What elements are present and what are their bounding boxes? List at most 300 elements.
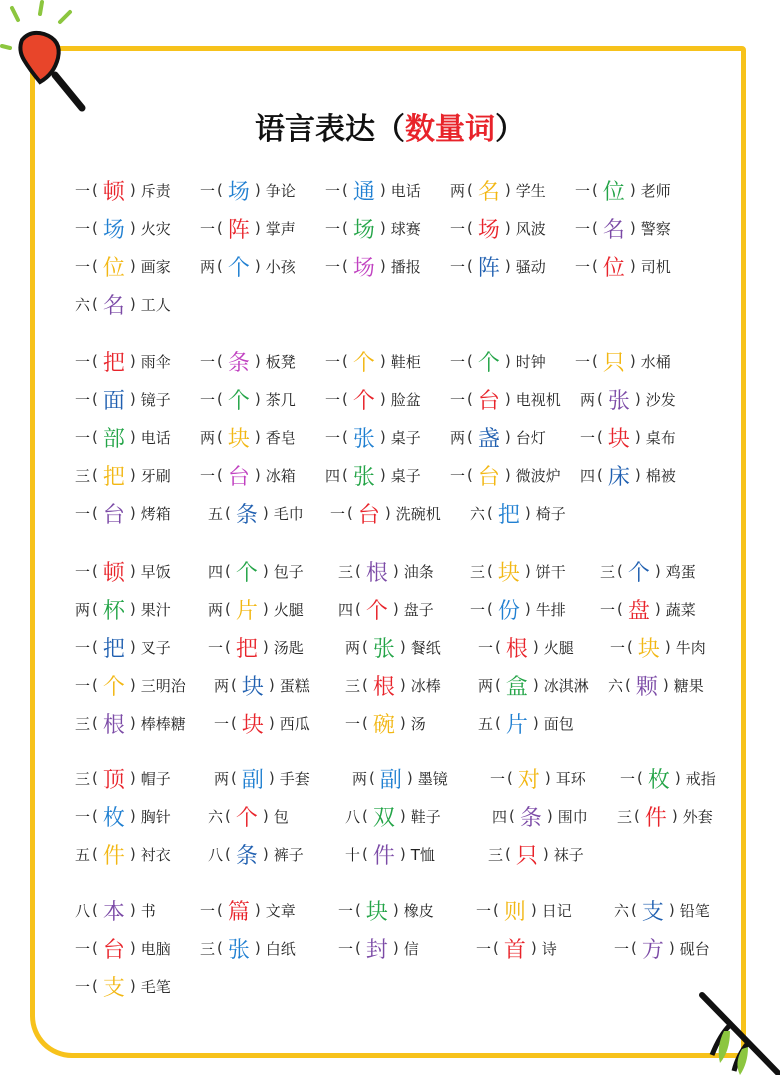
open-paren: ( — [467, 428, 473, 446]
noun-text: 面包 — [543, 714, 574, 733]
measure-word: 名 — [102, 293, 125, 319]
list-row — [0, 760, 780, 796]
measure-word: 阵 — [477, 255, 500, 281]
quantity-number: 一 — [200, 219, 216, 238]
list-row — [0, 381, 780, 417]
measure-word: 场 — [352, 255, 375, 281]
noun-text: 电话 — [140, 428, 171, 447]
quantity-number: 一 — [325, 352, 341, 371]
quantity-number: 一 — [75, 807, 91, 826]
list-item — [338, 930, 419, 966]
list-row — [0, 705, 780, 741]
list-item — [200, 419, 296, 455]
noun-text: 火腿 — [273, 600, 304, 619]
close-paren: ) — [399, 638, 406, 656]
close-paren: ) — [654, 562, 661, 580]
noun-text: 香皂 — [265, 428, 296, 447]
close-paren: ) — [129, 257, 136, 275]
measure-word: 条 — [227, 350, 250, 376]
quantity-number: 一 — [75, 390, 91, 409]
quantity-number: 一 — [75, 257, 91, 276]
close-paren: ) — [634, 390, 641, 408]
list-item — [575, 343, 671, 379]
open-paren: ( — [225, 638, 231, 656]
list-item — [575, 210, 671, 246]
list-item — [75, 705, 186, 741]
quantity-number: 五 — [75, 845, 91, 864]
open-paren: ( — [487, 562, 493, 580]
close-paren: ) — [129, 181, 136, 199]
noun-text: 工人 — [140, 295, 171, 314]
open-paren: ( — [342, 466, 348, 484]
close-paren: ) — [262, 638, 269, 656]
close-paren: ) — [129, 769, 136, 787]
close-paren: ) — [129, 428, 136, 446]
list-row — [0, 591, 780, 627]
close-paren: ) — [379, 219, 386, 237]
open-paren: ( — [217, 219, 223, 237]
open-paren: ( — [92, 807, 98, 825]
measure-word: 根 — [365, 560, 388, 586]
noun-text: 画家 — [140, 257, 171, 276]
close-paren: ) — [524, 600, 531, 618]
open-paren: ( — [467, 219, 473, 237]
quantity-number: 一 — [338, 939, 354, 958]
noun-text: 裤子 — [273, 845, 304, 864]
open-paren: ( — [487, 600, 493, 618]
measure-word: 盘 — [627, 598, 650, 624]
quantity-number: 一 — [75, 352, 91, 371]
list-item — [580, 381, 676, 417]
close-paren: ) — [262, 562, 269, 580]
close-paren: ) — [129, 901, 136, 919]
quantity-number: 一 — [208, 638, 224, 657]
list-item — [75, 172, 171, 208]
close-paren: ) — [129, 466, 136, 484]
open-paren: ( — [342, 257, 348, 275]
close-paren: ) — [129, 219, 136, 237]
quantity-number: 一 — [214, 714, 230, 733]
quantity-number: 一 — [450, 390, 466, 409]
close-paren: ) — [504, 352, 511, 370]
quantity-number: 一 — [575, 219, 591, 238]
open-paren: ( — [347, 504, 353, 522]
measure-word: 根 — [505, 636, 528, 662]
noun-text: 脸盆 — [390, 390, 421, 409]
quantity-number: 一 — [200, 352, 216, 371]
noun-text: 茶几 — [265, 390, 296, 409]
open-paren: ( — [592, 352, 598, 370]
noun-text: 斥责 — [140, 181, 171, 200]
quantity-number: 三 — [617, 807, 633, 826]
open-paren: ( — [217, 390, 223, 408]
open-paren: ( — [355, 901, 361, 919]
open-paren: ( — [362, 638, 368, 656]
open-paren: ( — [92, 504, 98, 522]
close-paren: ) — [379, 257, 386, 275]
quantity-number: 两 — [345, 638, 361, 657]
list-item — [75, 760, 171, 796]
quantity-number: 一 — [75, 219, 91, 238]
measure-word: 则 — [503, 899, 526, 925]
measure-word: 块 — [607, 426, 630, 452]
close-paren: ) — [392, 901, 399, 919]
close-paren: ) — [129, 939, 136, 957]
measure-word: 面 — [102, 388, 125, 414]
measure-word: 本 — [102, 899, 125, 925]
open-paren: ( — [342, 428, 348, 446]
open-paren: ( — [631, 901, 637, 919]
measure-word: 个 — [102, 674, 125, 700]
close-paren: ) — [384, 504, 391, 522]
quantity-number: 三 — [75, 769, 91, 788]
close-paren: ) — [524, 562, 531, 580]
open-paren: ( — [355, 562, 361, 580]
measure-word: 首 — [503, 937, 526, 963]
open-paren: ( — [495, 638, 501, 656]
open-paren: ( — [355, 939, 361, 957]
quantity-number: 一 — [450, 352, 466, 371]
noun-text: 桌布 — [645, 428, 676, 447]
close-paren: ) — [129, 600, 136, 618]
quantity-number: 一 — [325, 428, 341, 447]
measure-word: 块 — [497, 560, 520, 586]
open-paren: ( — [92, 257, 98, 275]
quantity-number: 六 — [614, 901, 630, 920]
close-paren: ) — [254, 352, 261, 370]
list-item — [214, 705, 310, 741]
list-row — [0, 629, 780, 665]
quantity-number: 两 — [580, 390, 596, 409]
quantity-number: 一 — [75, 562, 91, 581]
close-paren: ) — [399, 845, 406, 863]
noun-text: 戒指 — [685, 769, 716, 788]
open-paren: ( — [92, 638, 98, 656]
quantity-number: 一 — [620, 769, 636, 788]
noun-text: 蔬菜 — [665, 600, 696, 619]
list-item — [75, 343, 171, 379]
measure-word: 块 — [637, 636, 660, 662]
open-paren: ( — [495, 714, 501, 732]
measure-word: 个 — [352, 388, 375, 414]
open-paren: ( — [493, 939, 499, 957]
list-row — [0, 798, 780, 834]
list-item — [200, 892, 296, 928]
measure-word: 位 — [102, 255, 125, 281]
quantity-number: 三 — [600, 562, 616, 581]
noun-text: 椅子 — [535, 504, 566, 523]
list-item — [470, 495, 566, 531]
list-item — [345, 836, 435, 872]
noun-text: 铅笔 — [679, 901, 710, 920]
noun-text: 鸡蛋 — [665, 562, 696, 581]
list-row — [0, 210, 780, 246]
quantity-number: 两 — [214, 769, 230, 788]
open-paren: ( — [92, 769, 98, 787]
list-row — [0, 667, 780, 703]
measure-word: 条 — [235, 843, 258, 869]
measure-word: 封 — [365, 937, 388, 963]
list-item — [450, 419, 546, 455]
noun-text: 板凳 — [265, 352, 296, 371]
close-paren: ) — [268, 769, 275, 787]
list-row — [0, 836, 780, 872]
close-paren: ) — [254, 939, 261, 957]
noun-text: 西瓜 — [279, 714, 310, 733]
close-paren: ) — [399, 807, 406, 825]
open-paren: ( — [467, 466, 473, 484]
close-paren: ) — [129, 845, 136, 863]
open-paren: ( — [92, 562, 98, 580]
open-paren: ( — [217, 939, 223, 957]
noun-text: 袜子 — [553, 845, 584, 864]
open-paren: ( — [225, 600, 231, 618]
close-paren: ) — [392, 600, 399, 618]
noun-text: 水桶 — [640, 352, 671, 371]
list-item — [620, 760, 716, 796]
close-paren: ) — [254, 428, 261, 446]
noun-text: 胸针 — [140, 807, 171, 826]
measure-word: 把 — [102, 464, 125, 490]
close-paren: ) — [532, 676, 539, 694]
open-paren: ( — [509, 807, 515, 825]
quantity-number: 六 — [608, 676, 624, 695]
quantity-number: 一 — [614, 939, 630, 958]
open-paren: ( — [631, 939, 637, 957]
close-paren: ) — [504, 428, 511, 446]
open-paren: ( — [495, 676, 501, 694]
noun-text: 火腿 — [543, 638, 574, 657]
quantity-number: 一 — [476, 939, 492, 958]
quantity-number: 一 — [200, 901, 216, 920]
measure-word: 个 — [627, 560, 650, 586]
noun-text: 鞋柜 — [390, 352, 421, 371]
title-close: ） — [495, 112, 525, 147]
list-item — [75, 495, 171, 531]
list-row — [0, 495, 780, 531]
quantity-number: 一 — [478, 638, 494, 657]
noun-text: 学生 — [515, 181, 546, 200]
quantity-number: 一 — [325, 257, 341, 276]
noun-text: 球赛 — [390, 219, 421, 238]
list-item — [450, 381, 561, 417]
list-item — [450, 172, 546, 208]
close-paren: ) — [634, 428, 641, 446]
list-item — [200, 381, 296, 417]
measure-word: 台 — [227, 464, 250, 490]
measure-word: 个 — [235, 805, 258, 831]
quantity-number: 两 — [450, 181, 466, 200]
list-item — [75, 667, 186, 703]
open-paren: ( — [467, 181, 473, 199]
measure-word: 名 — [477, 179, 500, 205]
open-paren: ( — [92, 466, 98, 484]
open-paren: ( — [617, 600, 623, 618]
measure-word: 个 — [235, 560, 258, 586]
open-paren: ( — [362, 676, 368, 694]
list-item — [338, 892, 434, 928]
noun-text: 包子 — [273, 562, 304, 581]
open-paren: ( — [92, 977, 98, 995]
list-item — [325, 343, 421, 379]
measure-word: 顿 — [102, 179, 125, 205]
close-paren: ) — [668, 901, 675, 919]
quantity-number: 一 — [75, 676, 91, 695]
open-paren: ( — [92, 676, 98, 694]
quantity-number: 四 — [338, 600, 354, 619]
open-paren: ( — [627, 638, 633, 656]
quantity-number: 一 — [330, 504, 346, 523]
noun-text: 毛巾 — [273, 504, 304, 523]
noun-text: 烤箱 — [140, 504, 171, 523]
open-paren: ( — [225, 504, 231, 522]
measure-word: 块 — [227, 426, 250, 452]
noun-text: 糖果 — [673, 676, 704, 695]
open-paren: ( — [362, 714, 368, 732]
close-paren: ) — [129, 352, 136, 370]
list-row — [0, 892, 780, 928]
list-item — [450, 343, 546, 379]
open-paren: ( — [467, 390, 473, 408]
close-paren: ) — [254, 466, 261, 484]
open-paren: ( — [342, 219, 348, 237]
noun-text: 汤 — [410, 714, 426, 733]
quantity-number: 两 — [352, 769, 368, 788]
open-paren: ( — [231, 676, 237, 694]
close-paren: ) — [392, 562, 399, 580]
noun-text: 牛排 — [535, 600, 566, 619]
open-paren: ( — [217, 901, 223, 919]
noun-text: 风波 — [515, 219, 546, 238]
list-item — [200, 248, 296, 284]
measure-word: 副 — [241, 767, 264, 793]
list-item — [580, 419, 676, 455]
noun-text: 司机 — [640, 257, 671, 276]
close-paren: ) — [268, 714, 275, 732]
quantity-number: 六 — [75, 295, 91, 314]
noun-text: 耳环 — [555, 769, 586, 788]
list-item — [208, 836, 304, 872]
open-paren: ( — [92, 939, 98, 957]
noun-text: 沙发 — [645, 390, 676, 409]
open-paren: ( — [231, 714, 237, 732]
measure-word: 台 — [102, 502, 125, 528]
noun-text: 镜子 — [140, 390, 171, 409]
list-item — [470, 553, 566, 589]
quantity-number: 一 — [200, 181, 216, 200]
noun-text: 橡皮 — [403, 901, 434, 920]
open-paren: ( — [597, 466, 603, 484]
noun-text: 微波炉 — [515, 466, 561, 485]
measure-word: 场 — [102, 217, 125, 243]
measure-word: 盒 — [505, 674, 528, 700]
measure-word: 名 — [602, 217, 625, 243]
quantity-number: 两 — [214, 676, 230, 695]
measure-word: 张 — [227, 937, 250, 963]
quantity-number: 一 — [75, 638, 91, 657]
open-paren: ( — [592, 219, 598, 237]
noun-text: 帽子 — [140, 769, 171, 788]
close-paren: ) — [544, 769, 551, 787]
open-paren: ( — [217, 257, 223, 275]
close-paren: ) — [629, 352, 636, 370]
measure-word: 对 — [517, 767, 540, 793]
open-paren: ( — [507, 769, 513, 787]
measure-word: 把 — [102, 636, 125, 662]
quantity-number: 两 — [200, 428, 216, 447]
quantity-number: 一 — [75, 939, 91, 958]
measure-word: 把 — [235, 636, 258, 662]
measure-word: 场 — [352, 217, 375, 243]
open-paren: ( — [467, 257, 473, 275]
noun-text: 时钟 — [515, 352, 546, 371]
list-item — [330, 495, 441, 531]
list-row — [0, 343, 780, 379]
close-paren: ) — [524, 504, 531, 522]
open-paren: ( — [362, 845, 368, 863]
quantity-number: 一 — [200, 390, 216, 409]
quantity-number: 两 — [200, 257, 216, 276]
title-highlight: 数量词 — [405, 112, 495, 147]
list-item — [75, 286, 171, 322]
list-row — [0, 968, 780, 1004]
quantity-number: 一 — [450, 466, 466, 485]
close-paren: ) — [262, 504, 269, 522]
close-paren: ) — [129, 562, 136, 580]
measure-word: 件 — [644, 805, 667, 831]
close-paren: ) — [379, 181, 386, 199]
list-item — [200, 343, 296, 379]
noun-text: 餐纸 — [410, 638, 441, 657]
list-item — [488, 836, 584, 872]
noun-text: 日记 — [541, 901, 572, 920]
list-item — [345, 629, 441, 665]
close-paren: ) — [504, 257, 511, 275]
list-item — [208, 495, 304, 531]
open-paren: ( — [92, 901, 98, 919]
list-item — [75, 419, 171, 455]
list-item — [338, 591, 434, 627]
open-paren: ( — [92, 352, 98, 370]
measure-word: 枚 — [647, 767, 670, 793]
open-paren: ( — [355, 600, 361, 618]
close-paren: ) — [654, 600, 661, 618]
close-paren: ) — [254, 181, 261, 199]
open-paren: ( — [592, 181, 598, 199]
quantity-number: 一 — [575, 181, 591, 200]
close-paren: ) — [629, 257, 636, 275]
close-paren: ) — [668, 939, 675, 957]
list-item — [200, 172, 296, 208]
quantity-number: 一 — [325, 219, 341, 238]
list-item — [575, 172, 671, 208]
list-item — [325, 248, 421, 284]
open-paren: ( — [92, 845, 98, 863]
quantity-number: 四 — [580, 466, 596, 485]
measure-word: 个 — [352, 350, 375, 376]
measure-word: 台 — [102, 937, 125, 963]
quantity-number: 一 — [75, 181, 91, 200]
measure-word: 场 — [227, 179, 250, 205]
noun-text: 包 — [273, 807, 289, 826]
list-item — [200, 210, 296, 246]
noun-text: 电话 — [390, 181, 421, 200]
quantity-number: 一 — [575, 352, 591, 371]
measure-word: 场 — [477, 217, 500, 243]
close-paren: ) — [129, 390, 136, 408]
list-item — [325, 457, 421, 493]
list-item — [600, 591, 696, 627]
